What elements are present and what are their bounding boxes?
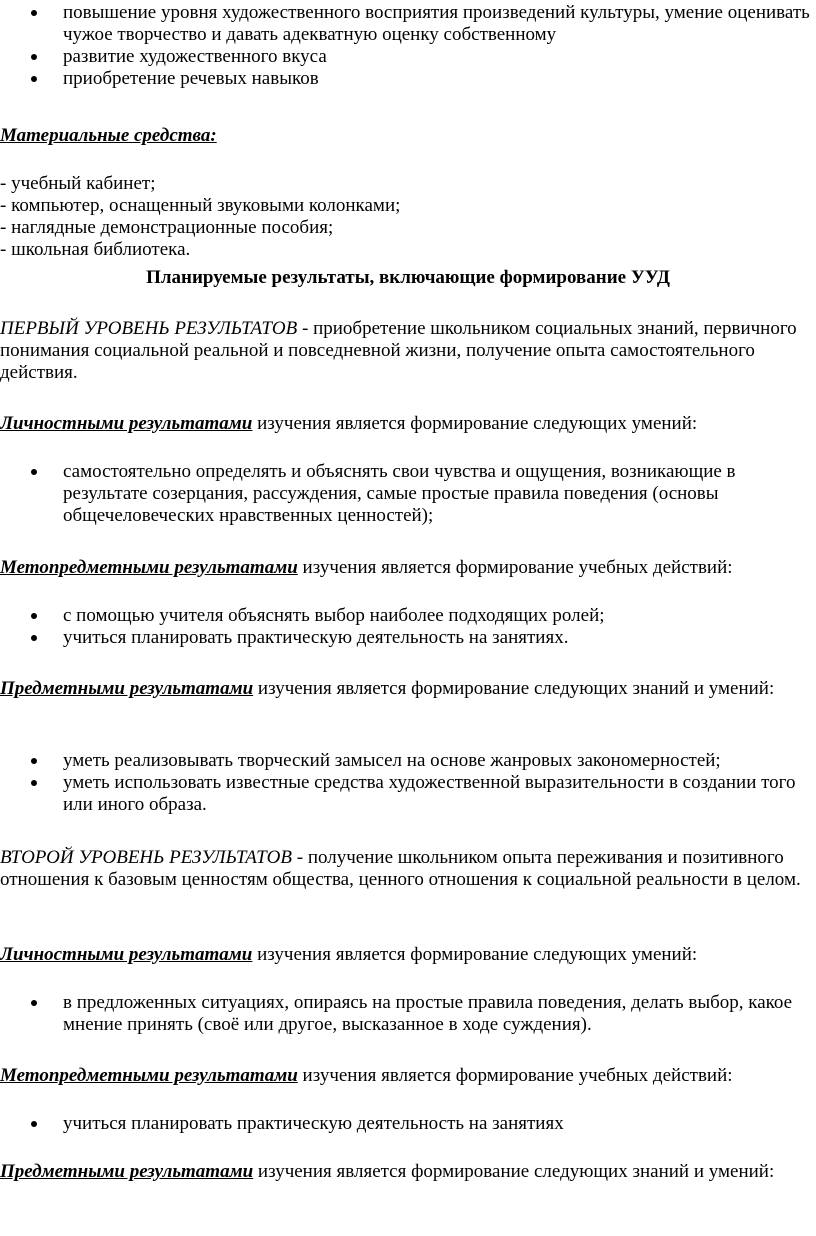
level2-meta-paragraph	[0, 1065, 816, 1087]
materials-item: - компьютер, оснащенный звуковыми колонками;	[0, 195, 401, 216]
level2-meta-text: изучения является формирование учебных действий:	[297, 1065, 733, 1086]
list-item: развитие художественного вкуса	[0, 46, 816, 68]
level1-label: ПЕРВЫЙ УРОВЕНЬ РЕЗУЛЬТАТОВ	[0, 318, 298, 339]
level2-subject-text: изучения является формирование следующих знаний и умений:	[253, 1161, 775, 1182]
materials-heading: Материальные средства:	[0, 125, 217, 146]
level1-subject-list	[0, 750, 816, 816]
level1-meta-paragraph	[0, 557, 816, 579]
results-title: Планируемые результаты, включающие формирование УУД	[146, 267, 670, 288]
level2-label: ВТОРОЙ УРОВЕНЬ РЕЗУЛЬТАТОВ	[0, 847, 293, 868]
materials-item: - наглядные демонстрационные пособия;	[0, 217, 334, 238]
level1-subject-text: изучения является формирование следующих знаний и умений:	[253, 678, 775, 699]
list-item: учиться планировать практическую деятельность на занятиях	[0, 1113, 816, 1135]
list-item: приобретение речевых навыков	[0, 68, 816, 90]
level2-personal-list	[0, 992, 816, 1036]
level1-text: - приобретение школьником социальных знаний, первичного понимания социальной реальной и повседневной жизни, получение опыта самостоятельного действия.	[0, 318, 797, 383]
materials-item: - школьная библиотека.	[0, 239, 191, 260]
level2-personal-heading: Личностными результатами	[0, 944, 253, 965]
list-item: повышение уровня художественного восприятия произведений культуры, умение оценивать чужое творчество и давать адекватную оценку собственному	[0, 2, 816, 46]
list-item: уметь использовать известные средства художественной выразительности в создании того или иного образа.	[0, 772, 816, 816]
level1-personal-heading: Личностными результатами	[0, 413, 253, 434]
level1-personal-paragraph	[0, 413, 816, 435]
materials-list	[0, 173, 816, 261]
level2-subject-paragraph	[0, 1161, 802, 1183]
level2-personal-text: изучения является формирование следующих умений:	[252, 944, 698, 965]
list-item: в предложенных ситуациях, опираясь на простые правила поведения, делать выбор, какое мнение принять (своё или другое, высказанное в ходе суждения).	[0, 992, 816, 1036]
level1-personal-list	[0, 461, 816, 527]
level1-meta-list	[0, 605, 816, 649]
list-item: уметь реализовывать творческий замысел на основе жанровых закономерностей;	[0, 750, 816, 772]
materials-item: - учебный кабинет;	[0, 173, 156, 194]
level2-meta-list	[0, 1113, 816, 1135]
level1-paragraph	[0, 318, 802, 384]
level2-personal-paragraph	[0, 944, 816, 966]
list-item: учиться планировать практическую деятельность на занятиях.	[0, 627, 816, 649]
level1-subject-paragraph	[0, 678, 802, 700]
level1-personal-text: изучения является формирование следующих умений:	[252, 413, 698, 434]
list-item: с помощью учителя объяснять выбор наиболее подходящих ролей;	[0, 605, 816, 627]
level2-paragraph	[0, 847, 816, 891]
level2-meta-heading: Метопредметными результатами	[0, 1065, 298, 1086]
level1-meta-heading: Метопредметными результатами	[0, 557, 298, 578]
level2-text: - получение школьником опыта переживания и позитивного отношения к базовым ценностям общества, ценного отношения к социальной реальности в целом.	[0, 847, 801, 890]
top-bullet-list	[0, 2, 816, 90]
level2-subject-heading: Предметными результатами	[0, 1161, 254, 1182]
level1-meta-text: изучения является формирование учебных действий:	[297, 557, 733, 578]
list-item: самостоятельно определять и объяснять свои чувства и ощущения, возникающие в результате созерцания, рассуждения, самые простые правила поведения (основы общечеловеческих нравственных ценностей);	[0, 461, 816, 527]
level1-subject-heading: Предметными результатами	[0, 678, 254, 699]
